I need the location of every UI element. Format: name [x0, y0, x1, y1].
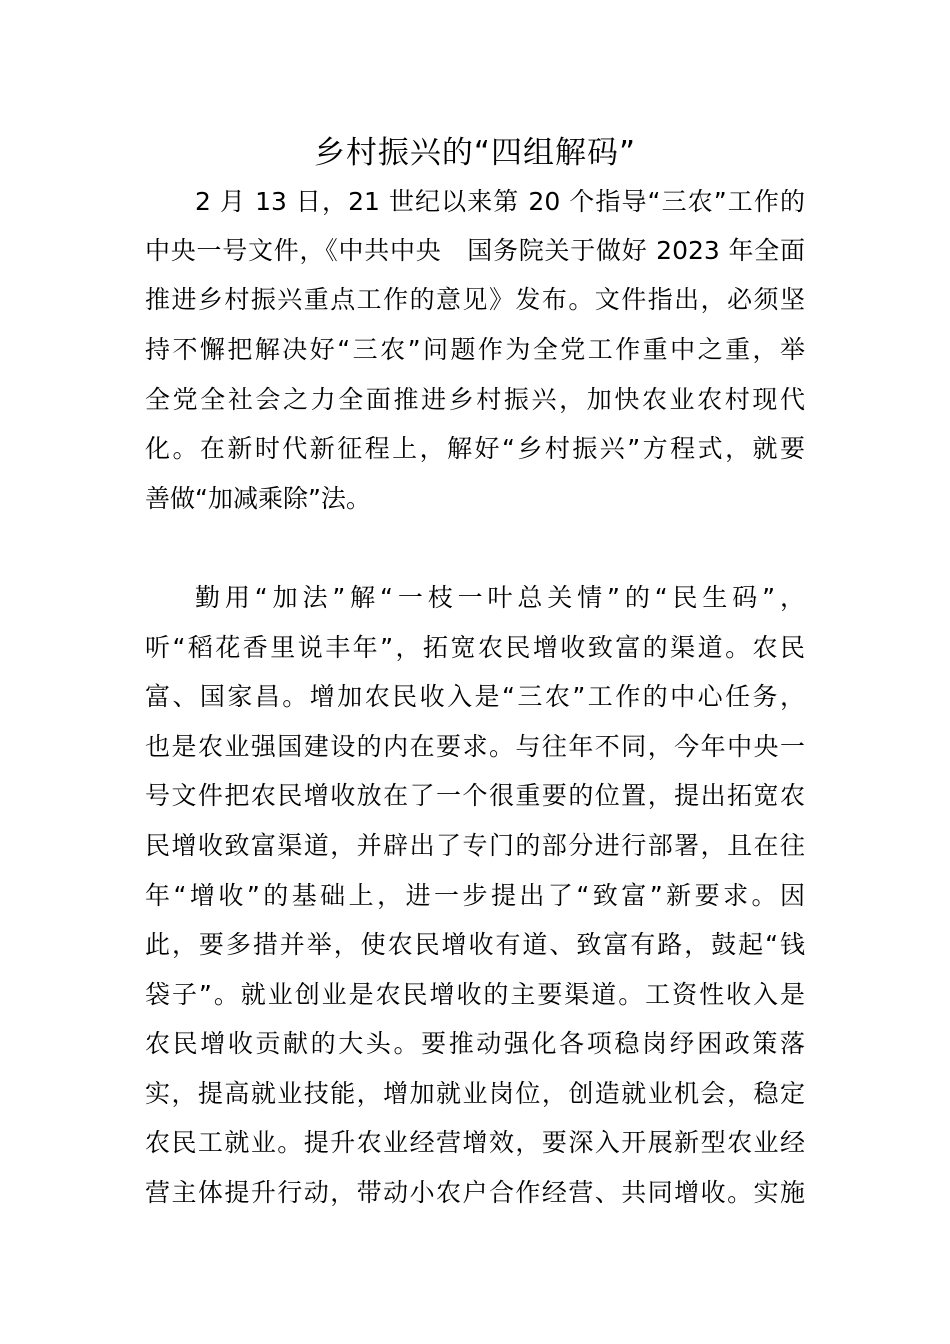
- paragraph-1-line: 中央一号文件，《中共中央 国务院关于做好 2023 年全面: [145, 236, 805, 265]
- paragraph-2-line: 也是农业强国建设的内在要求。与往年不同，今年中央一: [145, 732, 805, 761]
- paragraph-1-line: 全党全社会之力全面推进乡村振兴，加快农业农村现代: [145, 385, 805, 414]
- paragraph-1-line: 推进乡村振兴重点工作的意见》发布。文件指出，必须坚: [145, 285, 805, 314]
- paragraph-2-line: 富、国家昌。增加农民收入是“三农”工作的中心任务，: [145, 682, 805, 711]
- paragraph-2-line: 营主体提升行动，带动小农户合作经营、共同增收。实施: [145, 1178, 805, 1207]
- paragraph-2-line: 勤用“加法”解“一枝一叶总关情”的“民生码”，: [195, 583, 805, 612]
- paragraph-2-line: 年“增收”的基础上，进一步提出了“致富”新要求。因: [145, 881, 805, 910]
- document-title: 乡村振兴的“四组解码”: [313, 135, 637, 171]
- paragraph-2-line: 袋子”。就业创业是农民增收的主要渠道。工资性收入是: [145, 980, 805, 1009]
- paragraph-2-line: 农民工就业。提升农业经营增效，要深入开展新型农业经: [145, 1128, 805, 1157]
- paragraph-2-line: 民增收致富渠道，并辟出了专门的部分进行部署，且在往: [145, 831, 805, 860]
- paragraph-2-line: 实，提高就业技能，增加就业岗位，创造就业机会，稳定: [145, 1079, 805, 1108]
- paragraph-1-line: 化。在新时代新征程上，解好“乡村振兴”方程式，就要: [145, 434, 805, 463]
- paragraph-1-line: 2 月 13 日，21 世纪以来第 20 个指导“三农”工作的: [195, 187, 805, 216]
- paragraph-1-line: 持不懈把解决好“三农”问题作为全党工作重中之重，举: [145, 335, 805, 364]
- paragraph-2-line: 号文件把农民增收放在了一个很重要的位置，提出拓宽农: [145, 781, 805, 810]
- paragraph-2-line: 听“稻花香里说丰年”，拓宽农民增收致富的渠道。农民: [145, 633, 805, 662]
- paragraph-2-line: 此，要多措并举，使农民增收有道、致富有路，鼓起“钱: [145, 930, 805, 959]
- paragraph-1-line: 善做“加减乘除”法。: [145, 484, 371, 513]
- paragraph-2-line: 农民增收贡献的大头。要推动强化各项稳岗纾困政策落: [145, 1029, 805, 1058]
